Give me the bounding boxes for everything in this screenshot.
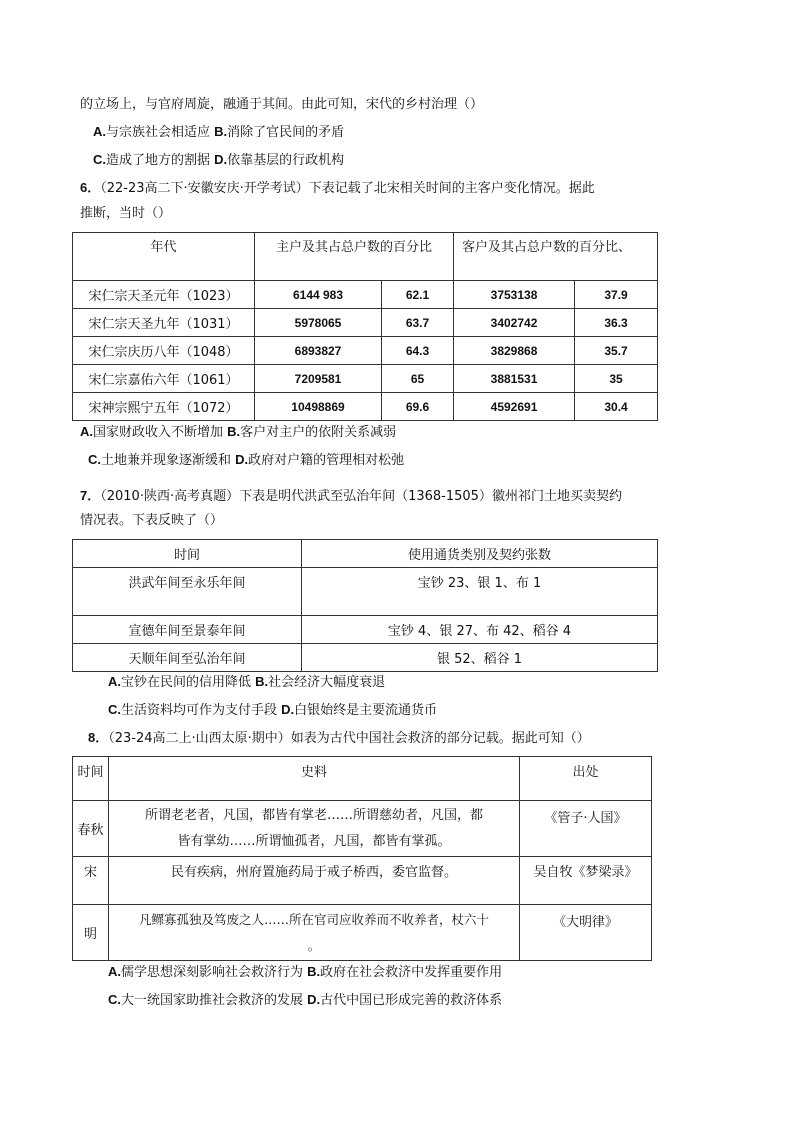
- cell-source: [109, 905, 520, 961]
- table-row: [73, 616, 658, 644]
- table-row: [73, 309, 658, 337]
- cell-origin: 《管子·人国》: [520, 801, 652, 857]
- option-a-text: 儒学思想深刻影响社会救济行为: [121, 965, 304, 980]
- option-a-label: A.: [93, 124, 106, 139]
- option-c-text: 生活资料均可作为支付手段: [121, 703, 278, 718]
- table-header-row: [73, 540, 658, 568]
- q8-stem-text1: （23-24高二上·山西太原·期中）如表为古代中国社会救济的部分记载。据此可知（）: [108, 731, 590, 746]
- option-b-label: B.: [214, 124, 228, 139]
- cell-era: 宋仁宗庆历八年（1048）: [73, 337, 255, 365]
- q7-table: [72, 539, 658, 672]
- option-d-label: D.: [281, 702, 295, 717]
- q8-stem-line1: [88, 729, 590, 748]
- source-line: 所谓老老者，凡国，都皆有掌老……所谓慈幼者，凡国，都: [144, 808, 483, 823]
- table-row: [73, 801, 652, 857]
- option-c-label: C.: [108, 702, 121, 717]
- cell-era: 宋仁宗天圣九年（1031）: [73, 309, 255, 337]
- option-d-text: 白银始终是主要流通货币: [294, 703, 438, 718]
- option-d-label: D.: [214, 152, 228, 167]
- question-stem-tail: 的立场上，与官府周旋，融通于其间。由此可知，宋代的乡村治理（）: [80, 97, 484, 112]
- q8-number: 8．: [88, 730, 109, 745]
- option-d-text: 古代中国已形成完善的救济体系: [320, 993, 503, 1008]
- q8-option-row-cd: [108, 991, 502, 1010]
- cell-host-pct: 65: [382, 365, 454, 393]
- cell-origin: 《大明律》: [520, 905, 652, 961]
- option-c-label: C.: [93, 152, 106, 167]
- cell-guest-pct: 35.7: [575, 337, 658, 365]
- cell-origin: 吴自牧《梦梁录》: [520, 857, 652, 905]
- table-row: [73, 905, 652, 961]
- option-c-label: C.: [108, 992, 121, 1007]
- cell-time: 春秋: [73, 801, 109, 857]
- q7-stem-line1: [80, 487, 622, 506]
- option-d-text: 政府对户籍的管理相对松弛: [248, 453, 405, 468]
- cell-guest-pct: 37.9: [575, 281, 658, 309]
- cell-guest-count: 3753138: [454, 281, 575, 309]
- cell-host-pct: 62.1: [382, 281, 454, 309]
- cell-host-pct: 63.7: [382, 309, 454, 337]
- q7-stem-text1: （2010·陕西·高考真题）下表是明代洪武至弘治年间（1368-1505）徽州祁门土地买卖契约: [100, 489, 622, 504]
- header-host: 主户及其占总户数的百分比: [255, 233, 454, 281]
- q6-stem-line1: [80, 179, 595, 198]
- source-line: 民有疾病，州府置施药局于戒子桥西，委官监督。: [170, 865, 457, 880]
- cell-time: 天顺年间至弘治年间: [73, 644, 302, 672]
- q6-number: 6．: [80, 180, 101, 195]
- cell-time: 洪武年间至永乐年间: [73, 568, 302, 616]
- cell-source: [109, 857, 520, 905]
- q7-stem-line2: 情况表。下表反映了（）: [80, 513, 224, 528]
- option-d-label: D.: [307, 992, 321, 1007]
- table-row: [73, 857, 652, 905]
- cell-time: 明: [73, 905, 109, 961]
- q6-stem-line2: 推断，当时（）: [80, 206, 172, 221]
- cell-host-count: 10498869: [255, 393, 382, 421]
- option-row-cd: [93, 151, 344, 170]
- header-era: 年代: [73, 233, 255, 281]
- cell-guest-count: 3881531: [454, 365, 575, 393]
- table-row: [73, 568, 658, 616]
- option-b-label: B.: [255, 674, 269, 689]
- cell-guest-count: 3829868: [454, 337, 575, 365]
- cell-source: [109, 801, 520, 857]
- option-a-label: A.: [108, 964, 121, 979]
- q8-option-row-ab: [108, 963, 502, 982]
- cell-currency: 银 52、稻谷 1: [302, 644, 658, 672]
- table-row: [73, 644, 658, 672]
- option-a-label: A.: [108, 674, 121, 689]
- option-b-text: 消除了官民间的矛盾: [227, 125, 345, 140]
- cell-guest-count: 3402742: [454, 309, 575, 337]
- header-currency: 使用通货类别及契约张数: [302, 540, 658, 568]
- option-c-text: 大一统国家助推社会救济的发展: [121, 993, 304, 1008]
- option-a-text: 与宗族社会相适应: [106, 125, 211, 140]
- cell-host-count: 5978065: [255, 309, 382, 337]
- q7-option-row-ab: [108, 673, 385, 692]
- option-row-ab: [93, 123, 344, 142]
- q7-option-row-cd: [108, 701, 437, 720]
- cell-guest-pct: 35: [575, 365, 658, 393]
- cell-guest-pct: 36.3: [575, 309, 658, 337]
- cell-guest-pct: 30.4: [575, 393, 658, 421]
- cell-host-count: 6144 983: [255, 281, 382, 309]
- source-line: 皆有掌幼……所谓恤孤者，凡国，都皆有掌孤。: [177, 834, 451, 849]
- cell-era: 宋神宗熙宁五年（1072）: [73, 393, 255, 421]
- cell-era: 宋仁宗嘉佑六年（1061）: [73, 365, 255, 393]
- option-b-text: 客户对主户的依附关系减弱: [240, 425, 397, 440]
- q6-table: [72, 232, 658, 421]
- header-source: 史料: [109, 757, 520, 801]
- source-line: 凡鳏寡孤独及笃废之人……所在官司应收养而不收养者，杖六十: [138, 912, 489, 927]
- option-a-text: 国家财政收入不断增加: [93, 425, 224, 440]
- q6-stem-text1: （22-23高二下·安徽安庆·开学考试）下表记载了北宋相关时间的主客户变化情况。据此: [100, 181, 595, 196]
- option-b-text: 政府在社会救济中发挥重要作用: [320, 965, 503, 980]
- cell-currency: 宝钞 23、银 1、布 1: [302, 568, 658, 616]
- option-d-label: D.: [235, 452, 249, 467]
- cell-time: 宋: [73, 857, 109, 905]
- cell-time: 宣德年间至景泰年间: [73, 616, 302, 644]
- cell-host-pct: 64.3: [382, 337, 454, 365]
- cell-guest-count: 4592691: [454, 393, 575, 421]
- cell-host-count: 6893827: [255, 337, 382, 365]
- header-origin: 出处: [520, 757, 652, 801]
- q7-number: 7．: [80, 488, 101, 503]
- cell-era: 宋仁宗天圣元年（1023）: [73, 281, 255, 309]
- q8-table: [72, 756, 652, 961]
- table-row: [73, 393, 658, 421]
- header-guest: 客户及其占总户数的百分比、: [454, 233, 658, 281]
- option-a-text: 宝钞在民间的信用降低: [121, 675, 252, 690]
- cell-host-pct: 69.6: [382, 393, 454, 421]
- q6-option-row-ab: [80, 423, 396, 442]
- option-d-text: 依靠基层的行政机构: [227, 153, 345, 168]
- header-time: 时间: [73, 540, 302, 568]
- option-a-label: A.: [80, 424, 93, 439]
- option-b-text: 社会经济大幅度衰退: [268, 675, 386, 690]
- header-time: 时间: [73, 757, 109, 801]
- cell-host-count: 7209581: [255, 365, 382, 393]
- table-header-row: [73, 233, 658, 281]
- option-b-label: B.: [227, 424, 241, 439]
- option-c-text: 造成了地方的割据: [106, 153, 211, 168]
- option-c-label: C.: [88, 452, 101, 467]
- option-c-text: 土地兼并现象逐渐缓和: [101, 453, 232, 468]
- table-row: [73, 365, 658, 393]
- table-row: [73, 337, 658, 365]
- table-row: [73, 281, 658, 309]
- table-header-row: [73, 757, 652, 801]
- option-b-label: B.: [307, 964, 321, 979]
- q6-option-row-cd: [88, 451, 404, 470]
- source-line: 。: [307, 938, 321, 953]
- cell-currency: 宝钞 4、银 27、布 42、稻谷 4: [302, 616, 658, 644]
